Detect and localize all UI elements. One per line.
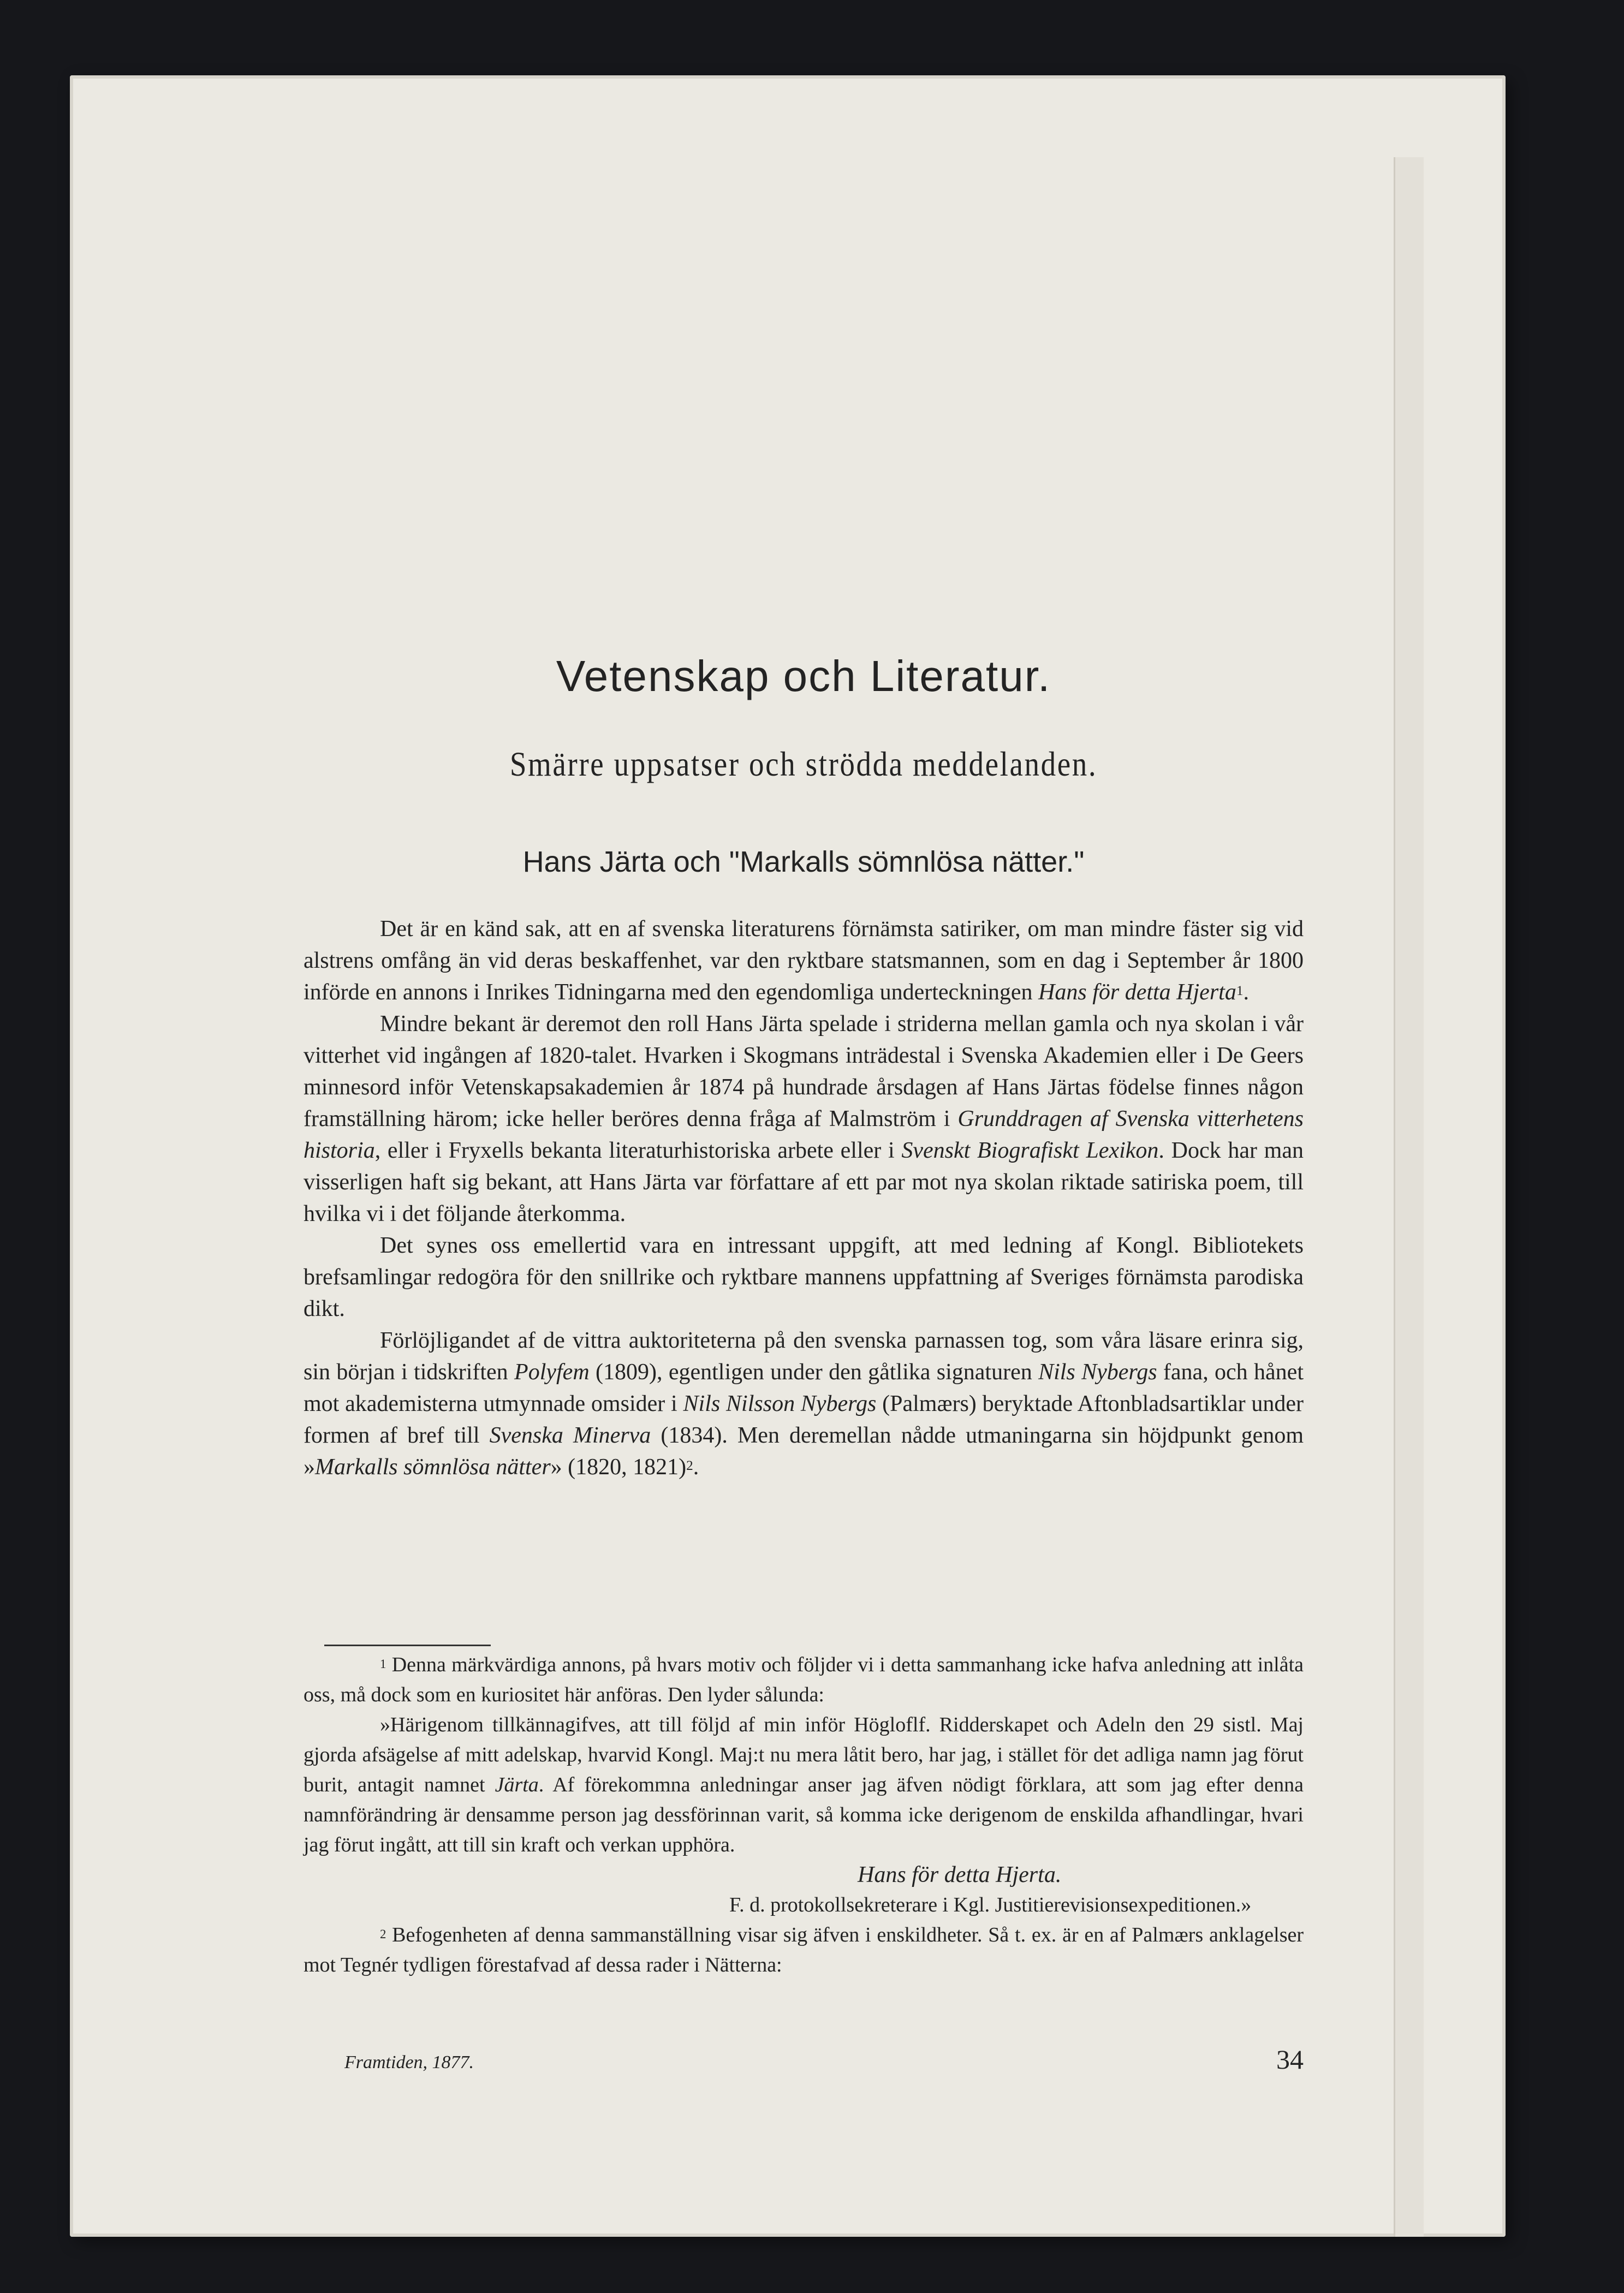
page-number: 34 — [1276, 2044, 1304, 2075]
text-run: Befogenheten af denna sammanställning visar sig äfven i enskildheter. Så t. ex. är en af Palmærs anklagelser mot Tegnér tydligen förestafvad af dessa rader i Nätterna: — [304, 1923, 1304, 1976]
text-run: F. d. protokollsekreterare i Kgl. Justitierevisionsexpeditionen.» — [729, 1893, 1252, 1916]
footnote-rule — [324, 1645, 491, 1646]
italic-text: Polyfem — [514, 1360, 590, 1385]
text-run: Mindre bekant är deremot den roll Hans Järta spelade i striderna mellan gamla och nya skolan i vår vitterhet vid ingången af 1820-talet. Hvarken i Skogmans inträdestal i Svenska Akademien eller i De Geers minnesord inför Vetenskapsakademien år 1874 på hundrade årsdagen af Hans Järtas födelse finnes någon framställning härom; icke heller beröres denna fråga af Malmström i — [304, 1011, 1304, 1131]
paragraph — [304, 1325, 1304, 1483]
text-run: fana, och hånet mot akademisterna utmynnade omsider i — [304, 1360, 1304, 1416]
italic-text: Hans för detta Hjerta — [1038, 980, 1236, 1005]
text-run: Det är en känd sak, att en af svenska literaturens förnämsta satiriker, om man mindre fäster sig vid alstrens omfång än vid deras beskaffenhet, var den ryktbare statsmannen, som en dag i September år 1800 införde en annons i Inrikes Tidningarna med den egendomliga underteckningen — [304, 916, 1304, 1005]
footnote — [304, 1650, 1304, 1710]
italic-text: Grunddragen af Svenska vitterhetens historia — [304, 1106, 1304, 1163]
text-run: . — [693, 1455, 699, 1480]
text-run: Förlöjligandet af de vittra auktoriteterna på den svenska parnassen tog, som våra läsare erinra sig, sin början i tidskriften — [304, 1328, 1304, 1385]
footnote-quote — [304, 1710, 1304, 1860]
italic-text: Järta — [495, 1773, 539, 1796]
text-run: (1834). Men deremellan nådde utmaningarna sin höjdpunkt genom » — [304, 1423, 1304, 1480]
paragraph — [304, 1230, 1304, 1325]
section-title: Vetenskap och Literatur. — [556, 652, 1051, 700]
text-run: (Palmærs) beryktade Aftonbladsartiklar under formen af bref till — [304, 1391, 1304, 1448]
text-run: . — [1243, 980, 1249, 1005]
page-edge — [1394, 157, 1424, 2237]
paragraph — [304, 1008, 1304, 1230]
footnote — [304, 1920, 1304, 1980]
footnote-marker: 1 — [380, 1657, 386, 1671]
text-run: , eller i Fryxells bekanta literaturhistoriska arbete eller i — [374, 1138, 902, 1163]
page-sheet — [70, 75, 1506, 2237]
text-run: Det synes oss emellertid vara en intressant uppgift, att med ledning af Kongl. Bibliotekets brefsamlingar redogöra för den snillrike och ryktbare mannens uppfattning af Sveriges förnämsta parodiska dikt. — [304, 1233, 1304, 1321]
text-run: »Härigenom tillkännagifves, att till följd af min inför Högloflf. Ridderskapet och Adeln den 29 sistl. Maj gjorda afsägelse af mitt adelskap, hvarvid Kongl. Maj:t nu mera låtit bero, har jag, i stället för det adliga namn jag förut burit, antagit namnet — [304, 1713, 1304, 1796]
italic-text: Svenska Minerva — [489, 1423, 651, 1448]
footnotes — [304, 1650, 1304, 1980]
footnote-marker: 2 — [380, 1927, 386, 1941]
text-run: . Dock har man visserligen haft sig bekant, att Hans Järta var författare af ett par mot nya skolan riktade satiriska poem, till hvilka vi i det följande återkomma. — [304, 1138, 1304, 1226]
journal-footer: Framtiden, 1877. — [344, 2052, 474, 2072]
italic-text: Markalls sömnlösa nätter — [315, 1455, 551, 1480]
section-subtitle: Smärre uppsatser och strödda meddelanden. — [509, 745, 1098, 783]
footnote-marker: 1 — [1236, 984, 1244, 998]
article-body — [304, 913, 1304, 1483]
text-run: Denna märkvärdiga annons, på hvars motiv och följder vi i detta sammanhang icke hafva anledning att inlåta oss, må dock som en kuriositet här anföras. Den lyder sålunda: — [304, 1653, 1304, 1706]
text-run: » (1820, 1821) — [550, 1455, 687, 1480]
footnote-sig2 — [304, 1890, 1304, 1920]
footnote-marker: 2 — [686, 1458, 693, 1473]
text-run: (1809), egentligen under den gåtlika signaturen — [589, 1360, 1039, 1385]
italic-text: Nils Nybergs — [1038, 1360, 1157, 1385]
paragraph — [304, 913, 1304, 1008]
footnote-sig1 — [304, 1860, 1304, 1890]
text-run: Hans för detta Hjerta. — [858, 1862, 1062, 1887]
text-run: . Af förekommna anledningar anser jag äfven nödigt förklara, att som jag efter denna namnförändring är densamme person jag dessförinnan varit, så komma icke derigenom de enskilda afhandlingar, hvari jag förut ingått, att till sin kraft och verkan upphöra. — [304, 1773, 1304, 1856]
article-heading: Hans Järta och "Markalls sömnlösa nätter." — [522, 845, 1085, 878]
italic-text: Nils Nilsson Nybergs — [683, 1391, 877, 1416]
italic-text: Svenskt Biografiskt Lexikon — [901, 1138, 1159, 1163]
